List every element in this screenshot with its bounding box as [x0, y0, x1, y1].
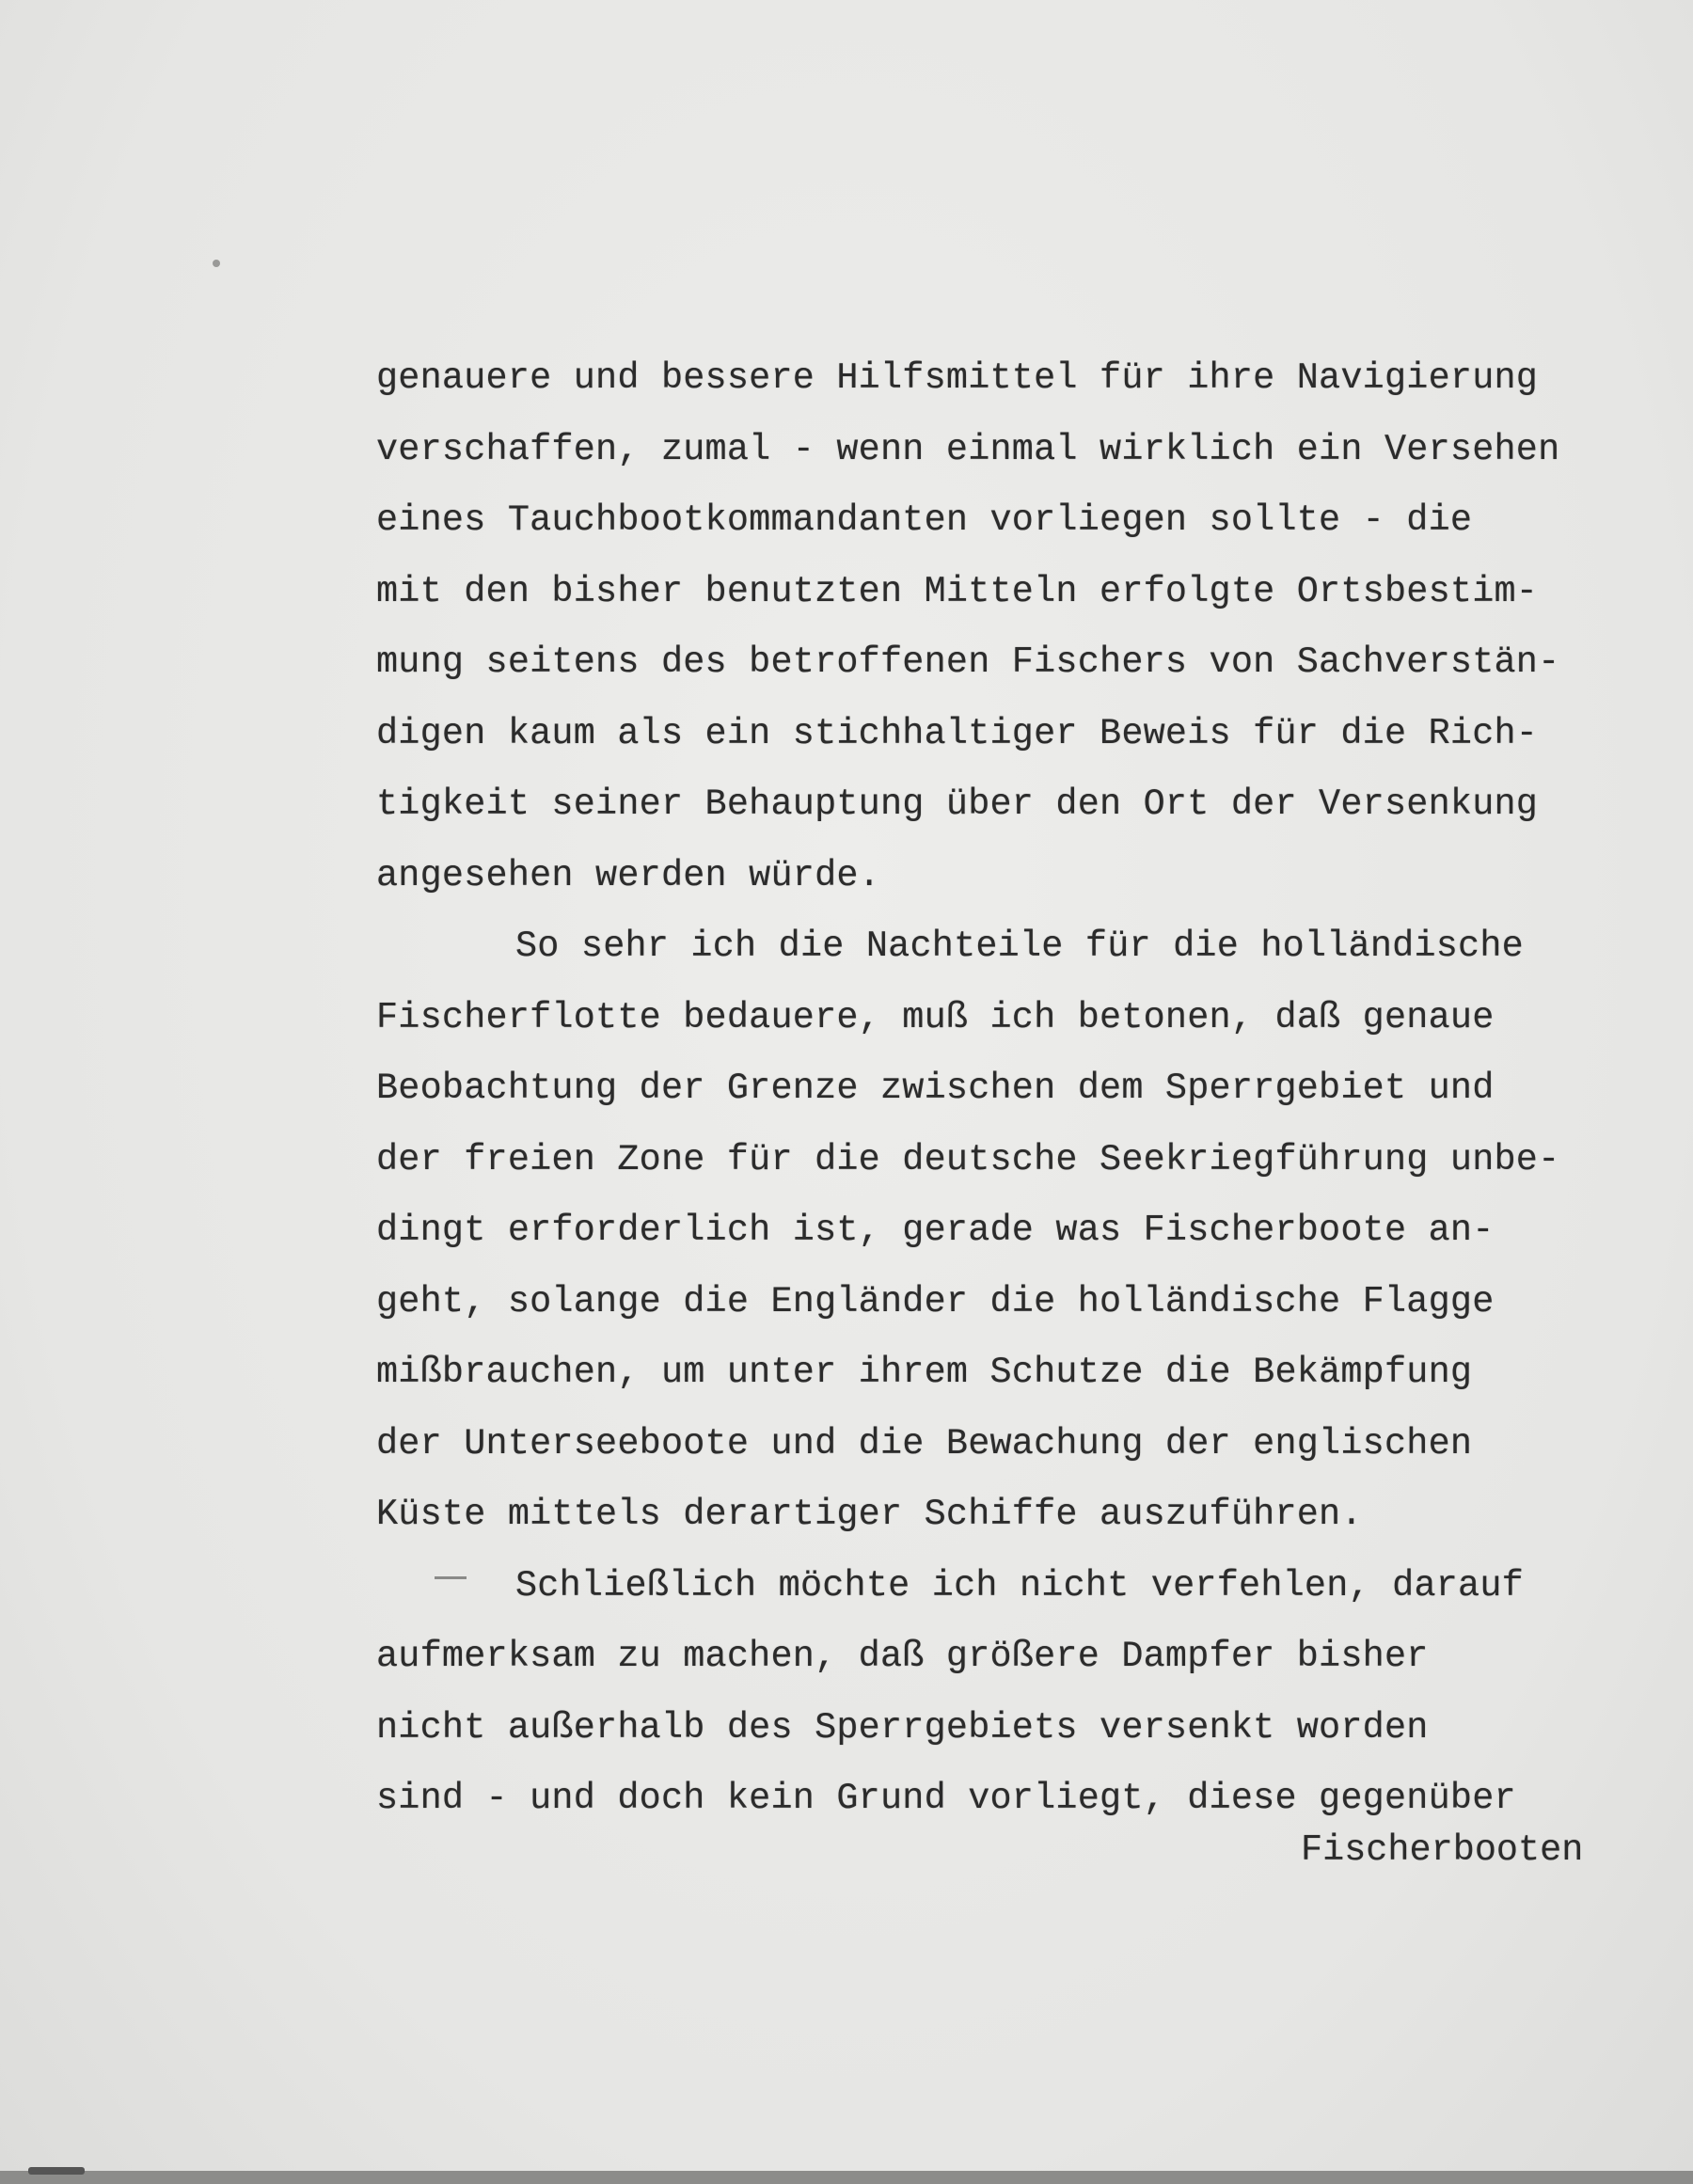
text-line: genauere und bessere Hilfsmittel für ihre Navigierung — [376, 357, 1539, 399]
text-line: angesehen werden würde. — [376, 854, 880, 896]
text-line: aufmerksam zu machen, daß größere Dampfer bisher — [376, 1636, 1429, 1677]
text-line: sind - und doch kein Grund vorliegt, diese gegenüber — [376, 1778, 1516, 1819]
text-line: mißbrauchen, um unter ihrem Schutze die Bekämpfung — [376, 1352, 1473, 1393]
text-line: der freien Zone für die deutsche Seekriegführung unbe- — [376, 1138, 1560, 1180]
scan-bottom-edge — [0, 2171, 1693, 2184]
text-line: eines Tauchbootkommandanten vorliegen sollte - die — [376, 499, 1473, 541]
text-line: dingt erforderlich ist, gerade was Fischerboote an- — [376, 1210, 1495, 1251]
text-line: Fischerflotte bedauere, muß ich betonen, daß genaue — [376, 996, 1495, 1038]
text-line: Küste mittels derartiger Schiffe auszuführen. — [376, 1494, 1363, 1535]
text-line: der Unterseeboote und die Bewachung der englischen — [376, 1422, 1473, 1464]
scan-edge-mark — [28, 2167, 85, 2175]
text-line: digen kaum als ein stichhaltiger Beweis für die Rich- — [376, 712, 1539, 754]
text-line: verschaffen, zumal - wenn einmal wirklich ein Versehen — [376, 428, 1560, 470]
paragraph-start-line: Schließlich möchte ich nicht verfehlen, darauf — [515, 1564, 1524, 1606]
body-text — [376, 343, 1655, 1835]
text-line: Beobachtung der Grenze zwischen dem Sperrgebiet und — [376, 1068, 1495, 1109]
text-line: tigkeit seiner Behauptung über den Ort der Versenkung — [376, 783, 1539, 825]
text-line: geht, solange die Engländer die holländische Flagge — [376, 1280, 1495, 1322]
text-line: nicht außerhalb des Sperrgebiets versenkt worden — [376, 1706, 1429, 1749]
catchword: Fischerbooten — [1301, 1829, 1584, 1871]
text-line: mit den bisher benutzten Mitteln erfolgte Ortsbestim- — [376, 570, 1539, 612]
margin-dash-mark — [435, 1576, 467, 1579]
paragraph-start-line: So sehr ich die Nachteile für die holländische — [515, 926, 1524, 967]
text-line: mung seitens des betroffenen Fischers von Sachverstän- — [376, 641, 1560, 683]
paper-speck — [213, 260, 220, 267]
